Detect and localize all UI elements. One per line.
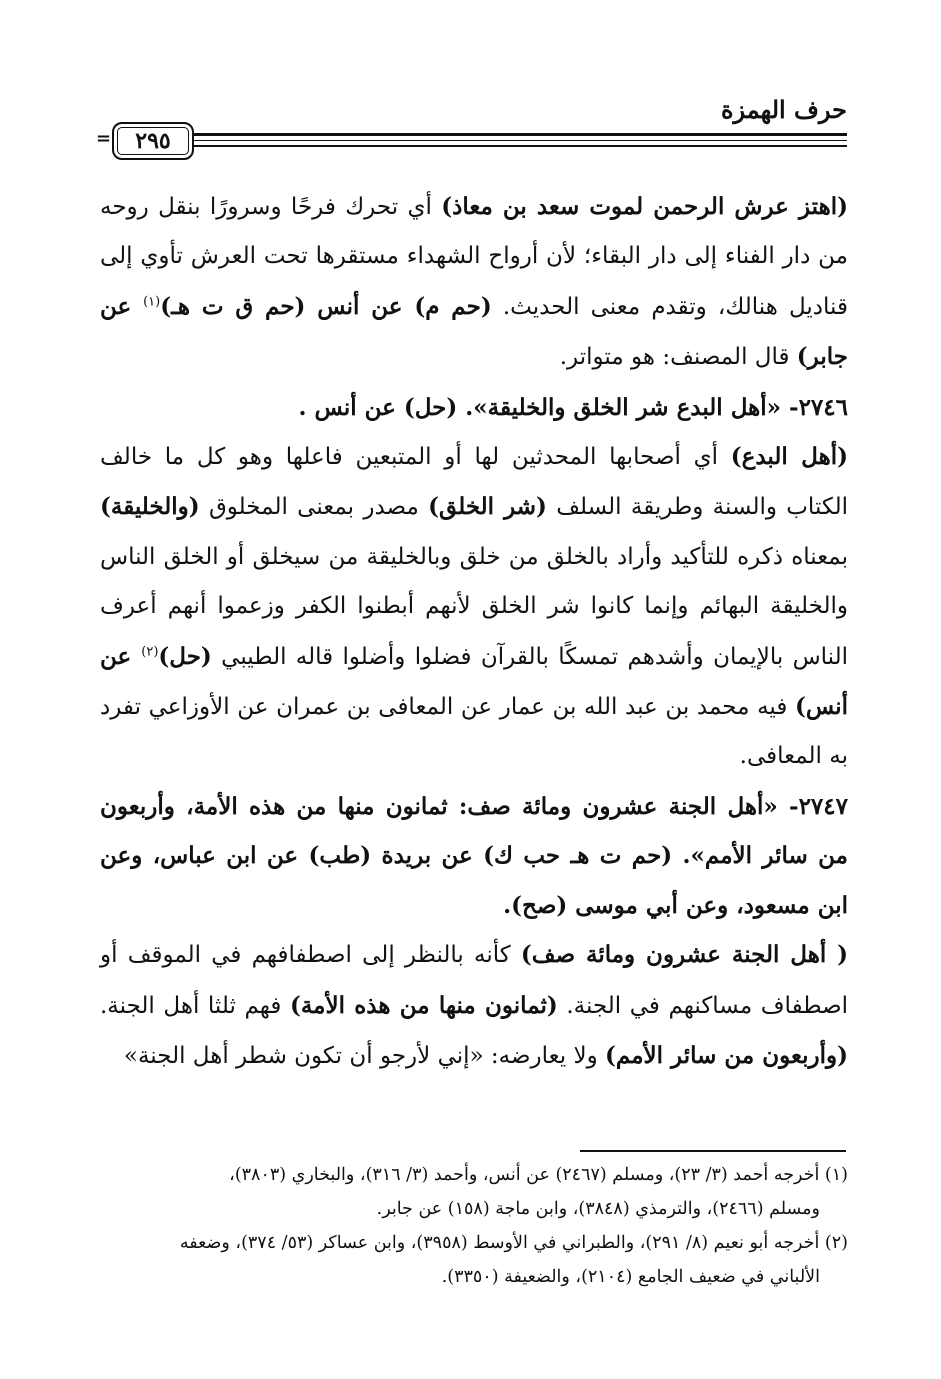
hadith-quote: ( أهل الجنة عشرون ومائة صف) xyxy=(520,941,848,969)
source-reference: عن جابر) xyxy=(100,292,848,371)
hadith-quote: (وأربعون من سائر الأمم) xyxy=(605,1041,848,1069)
footnote-text: ومسلم (٢٤٦٦)، والترمذي (٣٨٤٨)، وابن ماجة (١٥٨) عن جابر. xyxy=(376,1199,820,1219)
commentary-text: بمعناه ذكره للتأكيد وأراد بالخلق من خلق وبالخليقة من سيخلق أو الخلق الناس والخليقة البهائم وإنما كانوا شر الخلق لأنهم أبطنوا الكفر وزعموا أنهم أعرف الناس بالإيمان وأشدهم تمسكًا بالقرآن فضلوا وأضلوا قاله الطيبي xyxy=(100,543,848,670)
main-text xyxy=(100,182,848,1081)
paragraph xyxy=(100,182,848,383)
source-reference: (حل) xyxy=(158,642,212,670)
footnote-text: الألباني في ضعيف الجامع (٢١٠٤)، والضعيفة (٣٣٥٠). xyxy=(441,1267,820,1287)
chapter-title: حرف الهمزة xyxy=(720,95,847,124)
hadith-quote: (أهل البدع) xyxy=(730,443,848,471)
commentary-text: ولا يعارضه: «إني لأرجو أن تكون شطر أهل الجنة» xyxy=(123,1042,605,1069)
commentary-text: فيه محمد بن عبد الله بن عمار عن المعافى بن عمران عن الأوزاعي تفرد به المعافى. xyxy=(100,694,848,770)
commentary-text: قال المصنف: هو متواتر. xyxy=(559,344,797,371)
header-rule xyxy=(192,145,847,147)
paragraph xyxy=(100,930,848,1081)
page-number: ٢٩٥ xyxy=(112,122,194,160)
source-reference: (حم م) عن أنس (حم ق ت هـ) xyxy=(160,292,492,320)
paragraph xyxy=(100,432,848,782)
footnote-1 xyxy=(100,1158,848,1226)
header-rule xyxy=(192,133,847,136)
footnote-2 xyxy=(100,1226,848,1294)
header-rule xyxy=(192,140,847,141)
hadith-quote: (شر الخلق) xyxy=(428,493,547,521)
commentary-text: فهم ثلثا أهل الجنة. xyxy=(100,992,290,1019)
hadith-entry: ٢٧٤٦- «أهل البدع شر الخلق والخليقة». (حل) عن أنس . xyxy=(298,393,848,421)
hadith-quote: (والخليقة) xyxy=(100,493,200,521)
footnote-separator xyxy=(580,1150,846,1152)
footnote-marker[interactable]: (٢) xyxy=(141,644,159,659)
hadith-quote: (اهتز عرش الرحمن لموت سعد بن معاذ) xyxy=(441,193,848,220)
footnote-text: (٢) أخرجه أبو نعيم (٨/ ٢٩١)، والطبراني في الأوسط (٣٩٥٨)، وابن عساكر (٥٣/ ٣٧٤)، وضعفه xyxy=(179,1233,848,1253)
page-header xyxy=(92,95,847,165)
footnotes xyxy=(100,1158,848,1294)
header-mark: = xyxy=(96,128,112,149)
commentary-text: كأنه بالنظر إلى اصطفافهم في الموقف أو اصطفاف مساكنهم في الجنة. xyxy=(100,942,848,1019)
commentary-text: أي تحرك فرحًا وسرورًا بنقل روحه من دار الفناء إلى دار البقاء؛ لأن أرواح الشهداء مستقرها تحت العرش تأوي إلى قناديل هنالك، وتقدم معنى الحديث. xyxy=(100,194,848,320)
hadith-quote: (ثمانون منها من هذه الأمة) xyxy=(289,991,558,1019)
footnote-marker[interactable]: (١) xyxy=(143,294,161,310)
commentary-text: مصدر بمعنى المخلوق xyxy=(199,494,429,521)
footnote-text: (١) أخرجه أحمد (٣/ ٢٣)، ومسلم (٢٤٦٧) عن أنس، وأحمد (٣/ ٣١٦)، والبخاري (٣٨٠٣)، xyxy=(229,1165,848,1185)
commentary-text: أي أصحابها المحدثين لها أو المتبعين فاعلها وهو كل ما خالف الكتاب والسنة وطريقة السلف xyxy=(100,444,848,521)
hadith-entry: ٢٧٤٧- «أهل الجنة عشرون ومائة صف: ثمانون منها من هذه الأمة، وأربعون من سائر الأمم». (حم ت هـ حب ك) عن بريدة (طب) عن ابن عباس، وعن ابن مسعود، وعن أبي موسى (صح). xyxy=(100,792,848,919)
source-reference: عن أنس) xyxy=(100,642,848,721)
